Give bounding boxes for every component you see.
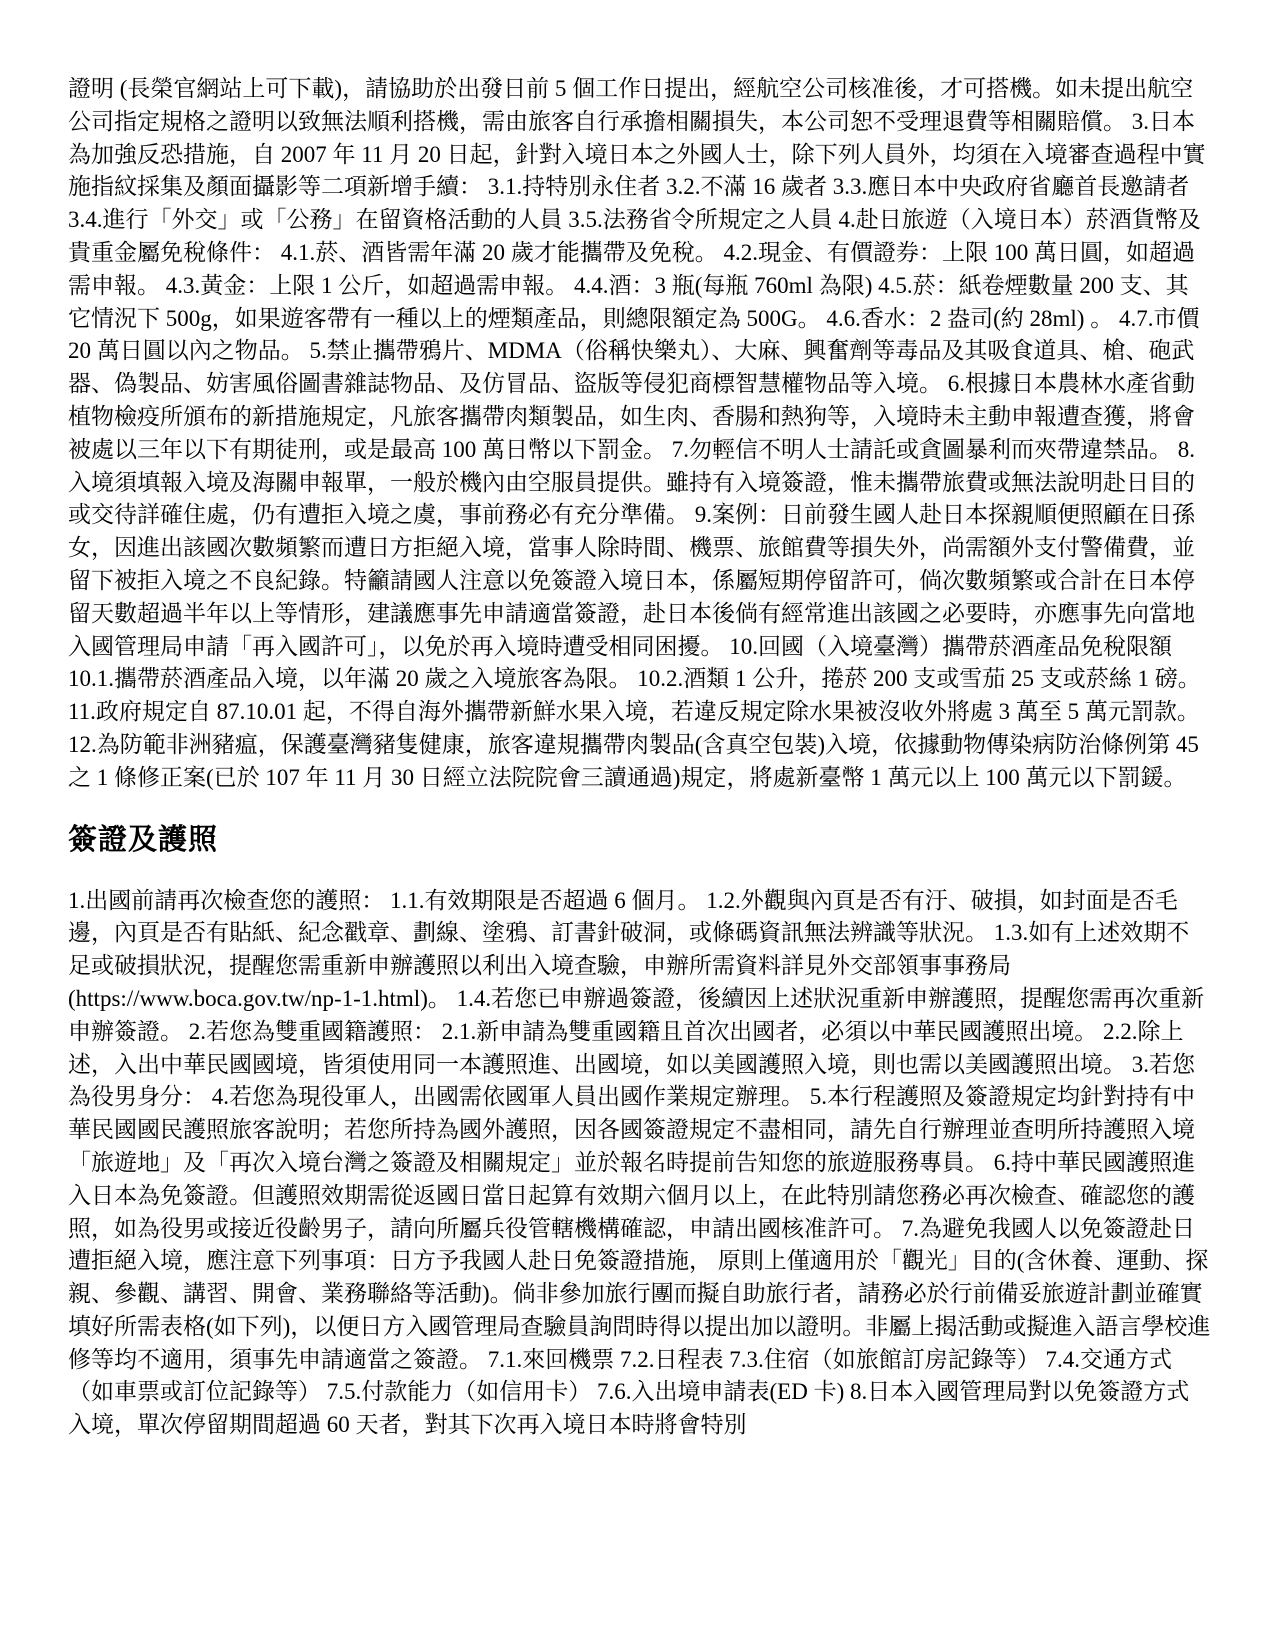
- visa-passport-section-heading: 簽證及護照: [68, 823, 219, 856]
- visa-passport-section-paragraph: 1.出國前請再次檢查您的護照： 1.1.有效期限是否超過 6 個月。 1.2.外觀與內頁是否有汙、破損，如封面是否毛邊，內頁是否有貼紙、紀念戳章、劃線、塗鴉、訂書針破洞，或條碼資訊無法辨識等狀況。 1.3.如有上述效期不足或破損狀況，提醒您需重新申辦護照以利出入境查驗，申辦所需資料詳見外交部領事事務局(https://www.boca.gov.tw/np-1-1.html)。 1.4.若您已申辦過簽證，後續因上述狀況重新申辦護照，提醒您需再次重新申辦簽證。 2.若您為雙重國籍護照： 2.1.新申請為雙重國籍且首次出國者，必須以中華民國護照出境。 2.2.除上述，入出中華民國國境，皆須使用同一本護照進、出國境，如以美國護照入境，則也需以美國護照出境。 3.若您為役男身分： 4.若您為現役軍人，出國需依國軍人員出國作業規定辦理。 5.本行程護照及簽證規定均針對持有中華民國國民護照旅客說明；若您所持為國外護照，因各國簽證規定不盡相同，請先自行辦理並查明所持護照入境「旅遊地」及「再次入境台灣之簽證及相關規定」並於報名時提前告知您的旅遊服務專員。 6.持中華民國護照進入日本為免簽證。但護照效期需從返國日當日起算有效期六個月以上，在此特別請您務必再次檢查、確認您的護照，如為役男或接近役齡男子，請向所屬兵役管轄機構確認，申請出國核准許可。 7.為避免我國人以免簽證赴日遭拒絕入境，應注意下列事項：日方予我國人赴日免簽證措施， 原則上僅適用於「觀光」目的(含休養、運動、探親、參觀、講習、開會、業務聯絡等活動)。倘非參加旅行團而擬自助旅行者，請務必於行前備妥旅遊計劃並確實填好所需表格(如下列)，以便日方入國管理局查驗員詢問時得以提出加以證明。非屬上揭活動或擬進入語言學校進修等均不適用，須事先申請適當之簽證。 7.1.來回機票 7.2.日程表 7.3.住宿（如旅館訂房記錄等） 7.4.交通方式（如車票或訂位記錄等） 7.5.付款能力（如信用卡） 7.6.入出境申請表(ED 卡) 8.日本入國管理局對以免簽證方式入境，單次停留期間超過 60 天者，對其下次再入境日本時將會特別: [68, 887, 1211, 1438]
- japan-entry-customs-notes-paragraph: 證明 (長榮官網站上可下載)，請協助於出發日前 5 個工作日提出，經航空公司核准後，才可搭機。如未提出航空公司指定規格之證明以致無法順利搭機，需由旅客自行承擔相關損失，本公司恕不受理退費等相關賠償。 3.日本為加強反恐措施，自 2007 年 11 月 20 日起，針對入境日本之外國人士，除下列人員外，均須在入境審查過程中實施指紋採集及顏面攝影等二項新增手續： 3.1.持特別永住者 3.2.不滿 16 歲者 3.3.應日本中央政府省廳首長邀請者 3.4.進行「外交」或「公務」在留資格活動的人員 3.5.法務省令所規定之人員 4.赴日旅遊（入境日本）菸酒貨幣及貴重金屬免稅條件： 4.1.菸、酒皆需年滿 20 歲才能攜帶及免稅。 4.2.現金、有價證券：上限 100 萬日圓，如超過需申報。 4.3.黃金：上限 1 公斤，如超過需申報。 4.4.酒：3 瓶(每瓶 760ml 為限) 4.5.菸：紙卷煙數量 200 支、其它情況下 500g，如果遊客帶有一種以上的煙類產品，則總限額定為 500G。 4.6.香水：2 盎司(約 28ml) 。 4.7.市價 20 萬日圓以內之物品。 5.禁止攜帶鴉片、MDMA（俗稱快樂丸）、大麻、興奮劑等毒品及其吸食道具、槍、砲武器、偽製品、妨害風俗圖書雜誌物品、及仿冒品、盜版等侵犯商標智慧權物品等入境。 6.根據日本農林水產省動植物檢疫所頒布的新措施規定，凡旅客攜帶肉類製品，如生肉、香腸和熱狗等，入境時未主動申報遭查獲，將會被處以三年以下有期徒刑，或是最高 100 萬日幣以下罰金。 7.勿輕信不明人士請託或貪圖暴利而夾帶違禁品。 8.入境須填報入境及海關申報單，一般於機內由空服員提供。雖持有入境簽證，惟未攜帶旅費或無法說明赴日目的或交待詳確住處，仍有遭拒入境之虞，事前務必有充分準備。 9.案例：日前發生國人赴日本探親順便照顧在日孫女，因進出該國次數頻繁而遭日方拒絕入境，當事人除時間、機票、旅館費等損失外，尚需額外支付警備費，並留下被拒入境之不良紀錄。特籲請國人注意以免簽證入境日本，係屬短期停留許可，倘次數頻繁或合計在日本停留天數超過半年以上等情形，建議應事先申請適當簽證，赴日本後倘有經常進出該國之必要時，亦應事先向當地入國管理局申請「再入國許可」，以免於再入境時遭受相同困擾。 10.回國（入境臺灣）攜帶菸酒產品免稅限額 10.1.攜帶菸酒產品入境，以年滿 20 歲之入境旅客為限。 10.2.酒類 1 公升，捲菸 200 支或雪茄 25 支或菸絲 1 磅。 11.政府規定自 87.10.01 起，不得自海外攜帶新鮮水果入境，若違反規定除水果被沒收外將處 3 萬至 5 萬元罰款。 12.為防範非洲豬瘟，保護臺灣豬隻健康，旅客違規攜帶肉製品(含真空包裝)入境，依據動物傳染病防治條例第 45 之 1 條修正案(已於 107 年 11 月 30 日經立法院院會三讀通過)規定，將處新臺幣 1 萬元以上 100 萬元以下罰鍰。: [68, 76, 1206, 790]
